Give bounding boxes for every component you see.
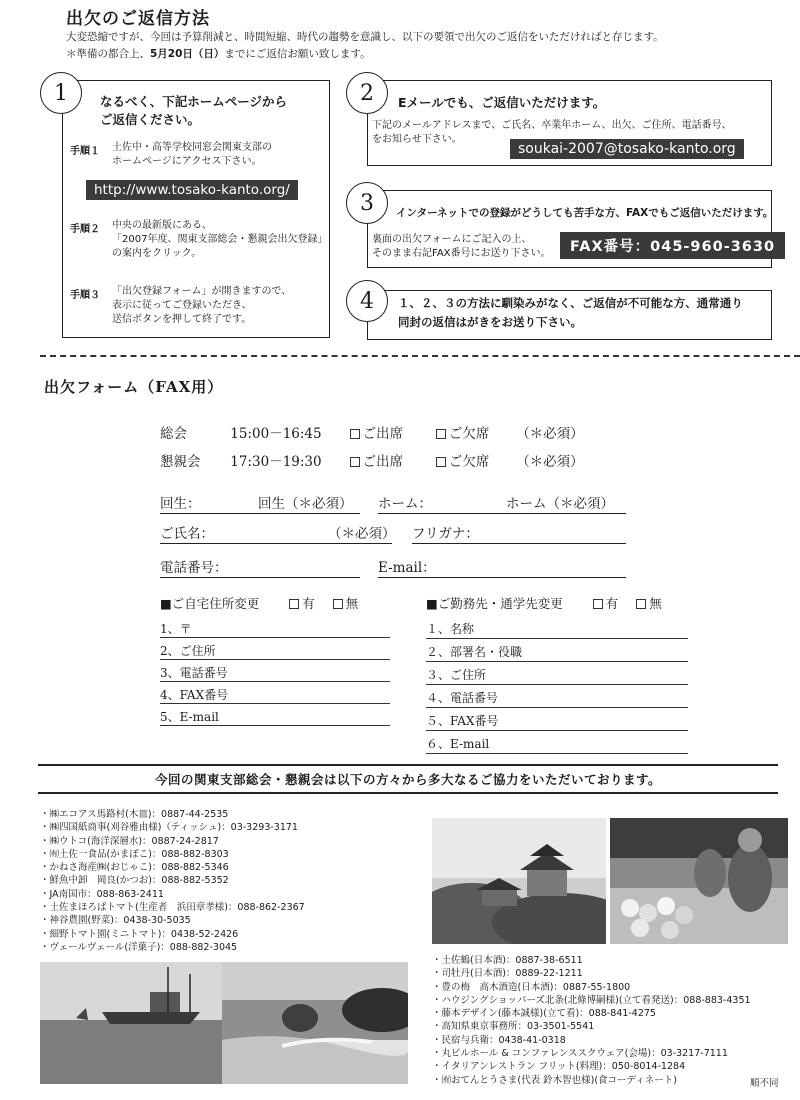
absent-option[interactable]	[436, 450, 512, 470]
event-row-konshinkai	[160, 450, 600, 470]
event-name: 総会	[160, 426, 187, 442]
home-field[interactable]	[378, 492, 626, 514]
step3-label: 手順３	[70, 290, 100, 301]
kaisei-placeholder: 回生（＊必須）	[258, 496, 353, 512]
email-label: E-mail：	[378, 560, 436, 576]
work-change-item[interactable]: １、名称	[426, 616, 688, 639]
required-note: （＊必須）	[516, 454, 584, 470]
sponsor-item: ・㈱四国紙商事(刈谷雅由様)（ティッシュ)：03-3293-3171	[40, 822, 298, 834]
step3-line2: 表示に従ってご登録いただき、	[112, 300, 252, 311]
method-1-title	[100, 93, 287, 129]
sponsor-item: ・ハウジングショッパーズ北条(北條博嗣様)(立て看発送)：088-883-4351	[432, 994, 751, 1006]
yes-checkbox[interactable]	[593, 599, 603, 609]
home-change-no[interactable]	[333, 596, 359, 611]
castle-photo	[432, 818, 606, 944]
no-checkbox[interactable]	[333, 599, 343, 609]
sponsor-item: ・土佐まほろばトマト(生産者 浜田章孝様)：088-862-2367	[40, 902, 305, 914]
event-name: 懇親会	[160, 454, 201, 470]
method-2-title: Eメールでも、ご返信いただけます。	[398, 95, 606, 110]
kaisei-field[interactable]	[160, 492, 360, 514]
step1-line2: ホームページにアクセス下さい。	[112, 156, 262, 167]
email-address-link[interactable]: soukai-2007@tosako-kanto.org	[510, 139, 744, 159]
step1-text	[112, 141, 272, 169]
method-4-text	[398, 294, 743, 332]
sponsor-item: ・㈱ウトコ(海洋深層水)：0887-24-2817	[40, 835, 219, 847]
form-title: 出欠フォーム（FAX用）	[44, 378, 224, 396]
work-change-item[interactable]: ２、部署名・役職	[426, 639, 688, 662]
homepage-url-link[interactable]: http://www.tosako-kanto.org/	[86, 180, 298, 200]
home-label: ホーム：	[378, 496, 432, 512]
deadline-prefix: ＊準備の都合上、	[66, 48, 150, 60]
method-3-desc-line1: 裏面の出欠フォームにご記入の上、	[372, 234, 532, 245]
no-checkbox[interactable]	[636, 599, 646, 609]
step1-line1: 土佐中・高等学校同窓会関東支部の	[112, 142, 272, 153]
method-1-title-line1: なるべく、下記ホームページから	[100, 94, 288, 109]
method-1-title-line2: ご返信ください。	[100, 112, 201, 127]
yes-checkbox[interactable]	[289, 599, 299, 609]
page-title: 出欠のご返信方法	[66, 9, 210, 29]
sponsor-item: ・司牡丹(日本酒)：0889-22-1211	[432, 968, 583, 980]
step2-label: 手順２	[70, 224, 100, 235]
sponsor-list-left	[40, 808, 305, 954]
absent-label: ご欠席	[448, 426, 490, 442]
work-change-item[interactable]: ５、FAX番号	[426, 708, 688, 731]
attend-label: ご出席	[362, 454, 404, 470]
sponsor-item: ・丸ビルホール & コンファレンススクウェア(会場)：03-3217-7111	[432, 1048, 728, 1060]
order-note: 順不同	[750, 1078, 779, 1089]
method-3-number: 3	[346, 182, 388, 224]
market-photo	[610, 818, 788, 944]
work-change-item[interactable]: ４、電話番号	[426, 685, 688, 708]
step2-line3: の案内をクリック。	[112, 248, 202, 259]
furigana-label: フリガナ：	[412, 526, 479, 542]
furigana-field[interactable]	[412, 522, 626, 544]
attend-option[interactable]	[350, 450, 432, 470]
work-change-item[interactable]: ６、E-mail	[426, 731, 688, 754]
name-required: （＊必須）	[328, 526, 396, 542]
attend-checkbox[interactable]	[350, 429, 360, 439]
step2-text	[112, 219, 327, 261]
home-change-yes[interactable]	[289, 596, 315, 611]
home-change-header	[160, 594, 358, 612]
absent-option[interactable]	[436, 422, 512, 442]
deadline-suffix: までにご返信お願い致します。	[224, 48, 371, 60]
sponsor-item: ・神谷農園(野菜)：0438-30-5035	[40, 915, 191, 927]
home-placeholder: ホーム（＊必須）	[506, 496, 614, 512]
step3-line1: 「出欠登録フォーム」が開きますので、	[112, 286, 292, 297]
kaisei-label: 回生：	[160, 496, 201, 512]
absent-label: ご欠席	[448, 454, 490, 470]
method-3-desc-line2: そのまま右記FAX番号にお送り下さい。	[372, 248, 551, 259]
home-change-item[interactable]: 5、E-mail	[160, 704, 390, 726]
phone-field[interactable]	[160, 556, 360, 578]
home-change-heading: ■ご自宅住所変更	[160, 596, 260, 611]
work-change-list	[426, 616, 688, 754]
name-label: ご氏名：	[160, 526, 214, 542]
attend-option[interactable]	[350, 422, 432, 442]
step3-text	[112, 285, 291, 327]
sponsor-item: ・鮮魚中卸 岡良(かつお)：088-882-5352	[40, 875, 229, 887]
sponsor-list-right	[432, 954, 751, 1087]
no-label: 無	[345, 596, 359, 611]
name-field[interactable]	[160, 522, 396, 544]
sponsor-item: ・藤本デザイン(藤本誠様)(立て看)：088-841-4275	[432, 1008, 656, 1020]
sponsor-heading: 今回の関東支部総会・懇親会は以下の方々から多大なるご協力をいただいております。	[38, 764, 778, 794]
no-label: 無	[649, 596, 662, 611]
method-4-line1: １、２、３の方法に馴染みがなく、ご返信が不可能な方、通常通り	[398, 296, 743, 310]
sponsor-item: ・㈲おてんとうさま(代表 鈴木智也様)(食コーディネート)	[432, 1074, 677, 1086]
absent-checkbox[interactable]	[436, 429, 446, 439]
sponsor-item: ・民宿与兵衛：0438-41-0318	[432, 1034, 566, 1046]
sponsor-item: ・㈲土佐一食品(かまぼこ)：088-882-8303	[40, 848, 229, 860]
deadline-date: 5月20日（日）	[150, 48, 225, 60]
method-3-title: インターネットでの登録がどうしても苦手な方、FAXでもご返信いただけます。	[396, 207, 774, 219]
event-row-soukai	[160, 422, 600, 442]
sponsor-item: ・㈱エコアス馬路村(木皿)：0887-44-2535	[40, 809, 229, 820]
deadline-text	[66, 47, 371, 62]
home-change-list	[160, 616, 390, 726]
home-change-item[interactable]: 3、電話番号	[160, 660, 390, 682]
method-2-desc-line1: 下記のメールアドレスまで、ご氏名、卒業年ホーム、出欠、ご住所、電話番号、	[372, 120, 732, 131]
work-change-yes[interactable]	[593, 596, 619, 611]
fishing-boat-photo	[40, 962, 222, 1084]
sponsor-item: ・かねさ海産㈱(おじゃこ)：088-882-5346	[40, 862, 229, 874]
step1-label: 手順１	[70, 146, 100, 157]
work-change-heading: ■ご勤務先・通学先変更	[426, 596, 563, 611]
beach-photo	[222, 962, 408, 1084]
home-change-item[interactable]: 4、FAX番号	[160, 682, 390, 704]
phone-label: 電話番号：	[160, 560, 228, 576]
yes-label: 有	[605, 596, 619, 611]
home-change-item[interactable]: 2、ご住所	[160, 638, 390, 660]
method-3-desc	[372, 233, 551, 261]
attend-checkbox[interactable]	[350, 457, 360, 467]
method-4-line2: 同封の返信はがきをお送り下さい。	[398, 315, 582, 329]
sponsor-item: ・イタリアンレストラン フリット(料理)：050-8014-1284	[432, 1061, 686, 1073]
required-note: （＊必須）	[516, 426, 584, 442]
method-1-number: 1	[40, 72, 82, 114]
step2-line1: 中央の最新版にある、	[112, 220, 212, 231]
method-4-number: 4	[346, 280, 388, 322]
sponsor-item: ・JA南国市：088-863-2411	[40, 888, 164, 900]
home-change-item[interactable]: 1、〒	[160, 616, 390, 638]
yes-label: 有	[302, 596, 315, 611]
sponsor-item: ・土佐鶴(日本酒)：0887-38-6511	[432, 955, 583, 966]
step3-line3: 送信ボタンを押して終了です。	[112, 314, 252, 325]
sponsor-item: ・細野トマト園(ミニトマト)：0438-52-2426	[40, 928, 239, 940]
sponsor-item: ・豊の梅 高木酒造(日本酒)：0887-55-1800	[432, 981, 631, 993]
fax-number: FAX番号：045-960-3630	[560, 232, 785, 259]
intro-text: 大変恐縮ですが、今回は予算削減と、時間短縮、時代の趨勢を意識し、以下の要領で出欠のご返信をいただければと存じます。	[66, 31, 664, 43]
email-field[interactable]	[378, 556, 626, 578]
method-2-desc-line2: をお知らせ下さい。	[372, 134, 462, 145]
sponsor-item: ・ヴェールヴェール(洋菓子)：088-882-3045	[40, 941, 238, 953]
work-change-header	[426, 594, 662, 612]
sponsor-item: ・高知県東京事務所：03-3501-5541	[432, 1021, 595, 1033]
method-2-number: 2	[346, 72, 388, 114]
cut-line	[40, 355, 800, 357]
work-change-no[interactable]	[636, 596, 662, 611]
step2-line2: 「2007年度、関東支部総会・懇親会出欠登録」	[112, 234, 328, 245]
event-time: 17:30－19:30	[230, 454, 322, 470]
event-time: 15:00－16:45	[230, 426, 322, 442]
absent-checkbox[interactable]	[436, 457, 446, 467]
work-change-item[interactable]: ３、ご住所	[426, 662, 688, 685]
attend-label: ご出席	[362, 426, 404, 442]
